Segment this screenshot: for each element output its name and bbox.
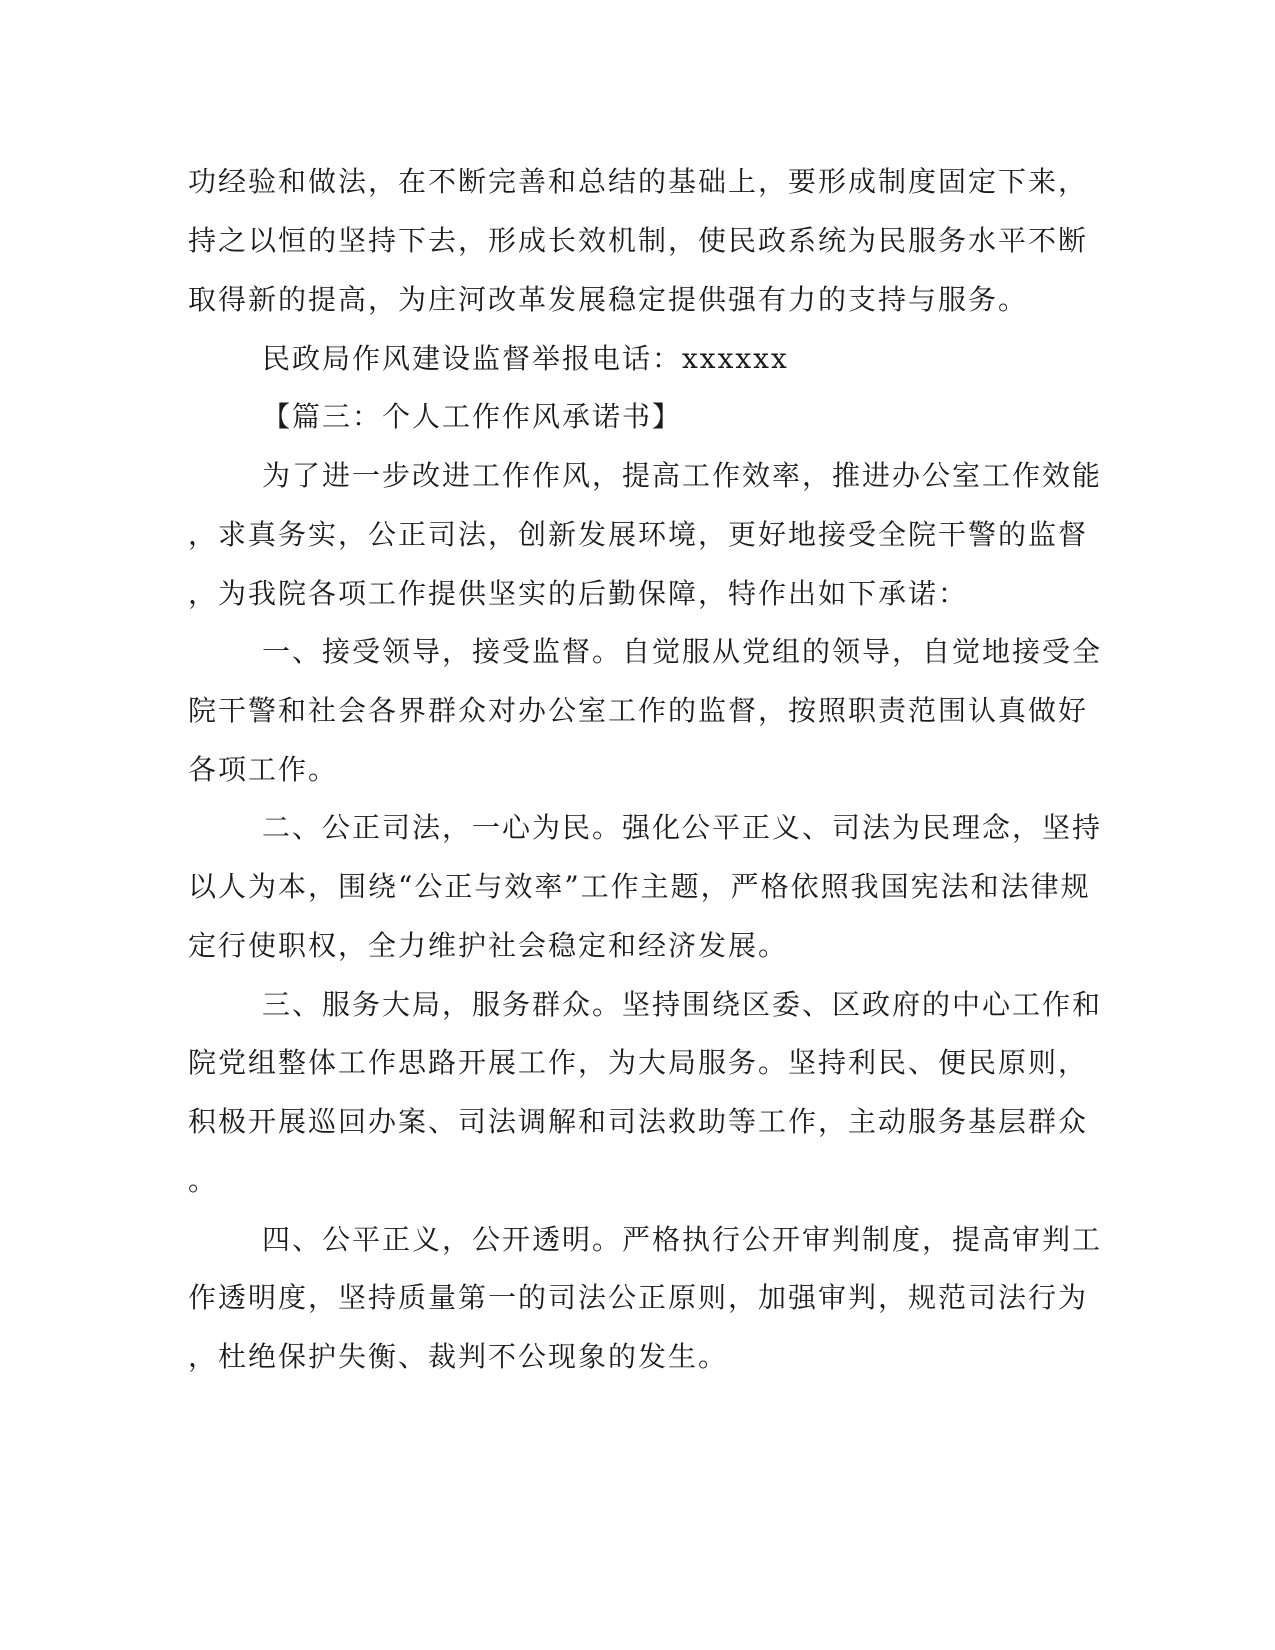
- text-line: 积极开展巡回办案、司法调解和司法救助等工作，主动服务基层群众: [188, 1105, 1089, 1138]
- section-heading: 【篇三：个人工作作风承诺书】: [262, 400, 683, 433]
- text-line: 功经验和做法，在不断完善和总结的基础上，要形成制度固定下来，: [188, 165, 1089, 198]
- text-line: 院干警和社会各界群众对办公室工作的监督，按照职责范围认真做好: [188, 694, 1089, 727]
- text-line: 定行使职权，全力维护社会稳定和经济发展。: [188, 929, 789, 962]
- text-line: 二、公正司法，一心为民。强化公平正义、司法为民理念，坚持: [262, 811, 1103, 844]
- text-line: 以人为本，围绕“公正与效率”工作主题，严格依照我国宪法和法律规: [188, 870, 1091, 903]
- text-line: 取得新的提高，为庄河改革发展稳定提供强有力的支持与服务。: [188, 283, 1029, 316]
- text-line: 持之以恒的坚持下去，形成长效机制，使民政系统为民服务水平不断: [188, 224, 1089, 257]
- text-line: 四、公平正义，公开透明。严格执行公开审判制度，提高审判工: [262, 1223, 1103, 1256]
- text-line: 三、服务大局，服务群众。坚持围绕区委、区政府的中心工作和: [262, 988, 1103, 1021]
- text-line: ，杜绝保护失衡、裁判不公现象的发生。: [188, 1340, 729, 1373]
- text-line: 院党组整体工作思路开展工作，为大局服务。坚持利民、便民原则，: [188, 1046, 1089, 1079]
- report-phone-line: 民政局作风建设监督举报电话：xxxxxx: [262, 342, 789, 375]
- text-line: ，求真务实，公正司法，创新发展环境，更好地接受全院干警的监督: [188, 518, 1089, 551]
- text-line: 各项工作。: [188, 753, 339, 786]
- text-line: 为了进一步改进工作作风，提高工作效率，推进办公室工作效能: [262, 459, 1103, 492]
- text-line: 作透明度，坚持质量第一的司法公正原则，加强审判，规范司法行为: [188, 1281, 1089, 1314]
- text-line: 。: [188, 1164, 219, 1197]
- text-line: 一、接受领导，接受监督。自觉服从党组的领导，自觉地接受全: [262, 635, 1103, 668]
- text-line: ，为我院各项工作提供坚实的后勤保障，特作出如下承诺：: [188, 577, 969, 610]
